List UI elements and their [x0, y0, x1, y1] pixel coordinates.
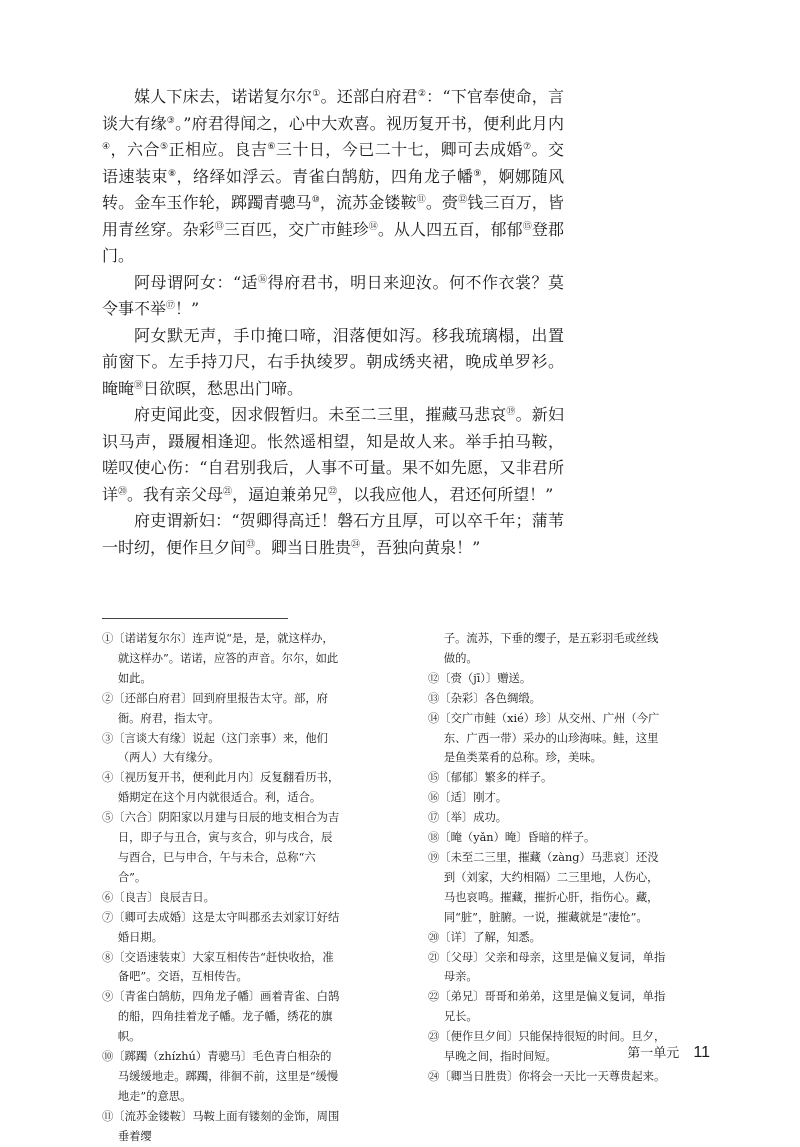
- text-segment: ，六合: [110, 140, 160, 159]
- note-marker: ⑦: [522, 142, 532, 152]
- text-segment: 。”府君得闻之，心中大欢喜。视历复开书，便利此月内: [175, 113, 564, 133]
- footnotes-right-column: [428, 629, 668, 1087]
- note-marker: ③: [166, 115, 176, 126]
- footnote: ⑭〔交广市鲑（xié）珍〕从交州、广州（今广东、广西一带）采办的山珍海味。鲑，这里是鱼类菜肴的总称。珍，美味。: [428, 711, 660, 765]
- footnote: ⑮〔郁郁〕繁多的样子。: [428, 771, 553, 785]
- footnote: ④〔视历复开书，便利此月内〕反复翻看历书，婚期定在这个月内就很适合。利，适合。: [102, 771, 340, 805]
- note-marker: ⑩: [311, 195, 320, 205]
- text-segment: 。我有亲父母: [127, 484, 224, 504]
- footnote: ⑩〔踯躅（zhízhú）青骢马〕毛色青白相杂的马缓缓地走。踯躅，徘徊不前，这里是“缓慢地走”的意思。: [102, 1050, 339, 1103]
- text-segment: 日欲暝，愁思出门啼。: [143, 378, 304, 398]
- footnote: ⑪〔流苏金镂鞍〕马鞍上面有镂刻的金饰，周围垂着缨: [102, 1109, 340, 1143]
- footnote: ㉒〔弟兄〕哥哥和弟弟，这里是偏义复词，单指兄长。: [428, 990, 666, 1024]
- footnote: ⑨〔青雀白鹄舫，四角龙子幡〕画着青雀、白鹄的船，四角挂着龙子幡。龙子幡，绣花的旗帜。: [102, 990, 340, 1044]
- poem-paragraph: [102, 508, 564, 561]
- text-segment: 府吏谓新妇：“贺卿得高迁！磐石方且厚，可以卒千年；蒲苇一时纫，便作旦夕间: [102, 511, 564, 557]
- note-marker: ②: [417, 89, 427, 99]
- poem-text: [102, 84, 564, 561]
- text-segment: 。赍: [425, 193, 459, 212]
- text-segment: 。卿当日胜贵: [255, 537, 352, 557]
- text-segment: 三十日，今已二十七，卿可去成婚: [275, 140, 523, 159]
- note-marker: ⑥: [267, 142, 276, 152]
- note-marker: ⑯: [258, 274, 268, 285]
- poem-paragraph: [102, 402, 564, 508]
- text-segment: 得府君书，明日来迎汝。何不作衣裳？莫令事不举: [102, 272, 564, 318]
- text-segment: 登郡门。: [102, 219, 564, 265]
- footnote: ①〔诺诺复尔尔〕连声说“是，是，就这样办，就这样办”。诺诺，应答的声音。尔尔，如此如此。: [102, 632, 339, 685]
- note-marker: ⑭: [368, 221, 378, 232]
- footnote: ⑯〔适〕刚才。: [428, 791, 508, 805]
- footnote: ㉔〔卿当日胜贵〕你将会一天比一天尊贵起来。: [428, 1069, 666, 1083]
- note-marker: ㉑: [223, 486, 233, 497]
- note-marker: ④: [102, 142, 111, 152]
- footnote: ⑧〔交语速装束〕大家互相传告“赶快收拾，准备吧”。交语，互相传告。: [102, 950, 334, 984]
- text-segment: ：“下官奉使命，言谈大有缘: [102, 87, 564, 133]
- text-segment: 。从人四五百，郁郁: [377, 219, 523, 239]
- note-marker: ⑪: [416, 195, 426, 205]
- note-marker: ①: [312, 89, 321, 99]
- text-segment: ，以我应他人，君还何所望！”: [337, 484, 554, 504]
- text-segment: ，婀娜随风转。金车玉作轮，踯躅青骢马: [102, 166, 564, 212]
- footnote: ⑰〔举〕成功。: [428, 811, 508, 825]
- text-segment: 。新妇识马声，蹑履相逢迎。怅然遥相望，知是故人来。举手拍马鞍，嗟叹使心伤：“自君别我后，人事不可量。果不如先愿，又非君所详: [102, 405, 564, 504]
- footnote: ㉑〔父母〕父亲和母亲，这里是偏义复词，单指母亲。: [428, 950, 666, 984]
- note-marker: ⑨: [473, 168, 482, 179]
- unit-label: 第一单元: [627, 1046, 680, 1061]
- footnote-divider: [102, 618, 288, 619]
- text-segment: 阿母谓阿女：“适: [134, 272, 259, 292]
- footnote: ㉓〔便作旦夕间〕只能保持很短的时间。旦夕，早晚之间，指时间短。: [428, 1030, 666, 1064]
- text-segment: ，络绎如浮云。青雀白鹄舫，四角龙子幡: [176, 166, 474, 186]
- note-marker: ㉔: [351, 539, 361, 550]
- poem-paragraph: [102, 84, 564, 270]
- footnote: ⑱〔晻（yǎn）晻〕昏暗的样子。: [428, 831, 596, 845]
- text-segment: 正相应。良吉: [168, 140, 268, 159]
- text-segment: 媒人下床去，诺诺复尔尔: [134, 87, 313, 106]
- footnote: ⑫〔赍（jī）〕赠送。: [428, 671, 532, 685]
- text-segment: 钱三百万，皆用青丝穿。杂彩: [102, 193, 564, 239]
- note-marker: ⑱: [134, 380, 144, 391]
- page-footer: [627, 1042, 710, 1062]
- text-segment: 府吏闻此变，因求假暂归。未至二三里，摧藏马悲哀: [134, 405, 507, 424]
- text-segment: ，流苏金镂鞍: [319, 193, 417, 212]
- footnote: ⑬〔杂彩〕各色绸缎。: [428, 691, 541, 705]
- note-marker: ⑫: [458, 195, 468, 205]
- note-marker: ㉒: [328, 486, 338, 497]
- footnote: ⑤〔六合〕阴阳家以月建与日辰的地支相合为吉日，即子与丑合，寅与亥合，卯与戌合，辰与酉合，巳与申合，午与未合，总称“六合”。: [102, 811, 340, 884]
- text-segment: ，吾独向黄泉！”: [360, 537, 481, 557]
- poem-paragraph: [102, 270, 564, 323]
- text-segment: 。还部白府君: [320, 87, 418, 106]
- note-marker: ⑤: [159, 142, 169, 152]
- note-marker: ⑰: [166, 301, 176, 311]
- note-marker: ⑧: [167, 168, 177, 179]
- footnote: ③〔言谈大有缘〕说起（这门亲事）来，他们（两人）大有缘分。: [102, 731, 328, 765]
- text-segment: ，逼迫兼弟兄: [232, 484, 329, 504]
- footnote: ⑦〔卿可去成婚〕这是太守叫郡丞去刘家订好结婚日期。: [102, 910, 340, 944]
- footnote: ⑳〔详〕了解，知悉。: [428, 930, 541, 944]
- text-segment: 三百匹，交广市鲑珍: [223, 219, 369, 239]
- footnote: ⑲〔未至二三里，摧藏（zàng）马悲哀〕还没到（刘家，大约相隔）二三里地，人伤心，马也哀鸣。摧藏，摧折心肝，指伤心。藏，同“脏”，脏腑。一说，摧藏就是“凄怆”。: [428, 850, 659, 924]
- poem-paragraph: [102, 323, 564, 403]
- page-number: 11: [693, 1044, 710, 1061]
- text-segment: ！”: [175, 299, 200, 318]
- footnote: ⑥〔良吉〕良辰吉日。: [102, 890, 215, 904]
- note-marker: ㉓: [246, 539, 256, 550]
- note-marker: ⑬: [214, 221, 224, 232]
- note-marker: ⑲: [506, 407, 516, 417]
- footnote-continuation: 子。流苏，下垂的缨子，是五彩羽毛或丝线做的。: [443, 632, 659, 665]
- footnote: ②〔还部白府君〕回到府里报告太守。部，府衙。府君，指太守。: [102, 691, 328, 725]
- text-segment: 。交语速装束: [102, 140, 564, 186]
- note-marker: ⑮: [522, 221, 532, 232]
- footnotes-left-column: [102, 629, 342, 1147]
- text-segment: 阿女默无声，手巾掩口啼，泪落便如泻。移我琉璃榻，出置前窗下。左手持刀尺，右手执绫罗。朝成绣夹裙，晚成单罗衫。晻晻: [102, 325, 564, 398]
- note-marker: ⑳: [118, 486, 128, 497]
